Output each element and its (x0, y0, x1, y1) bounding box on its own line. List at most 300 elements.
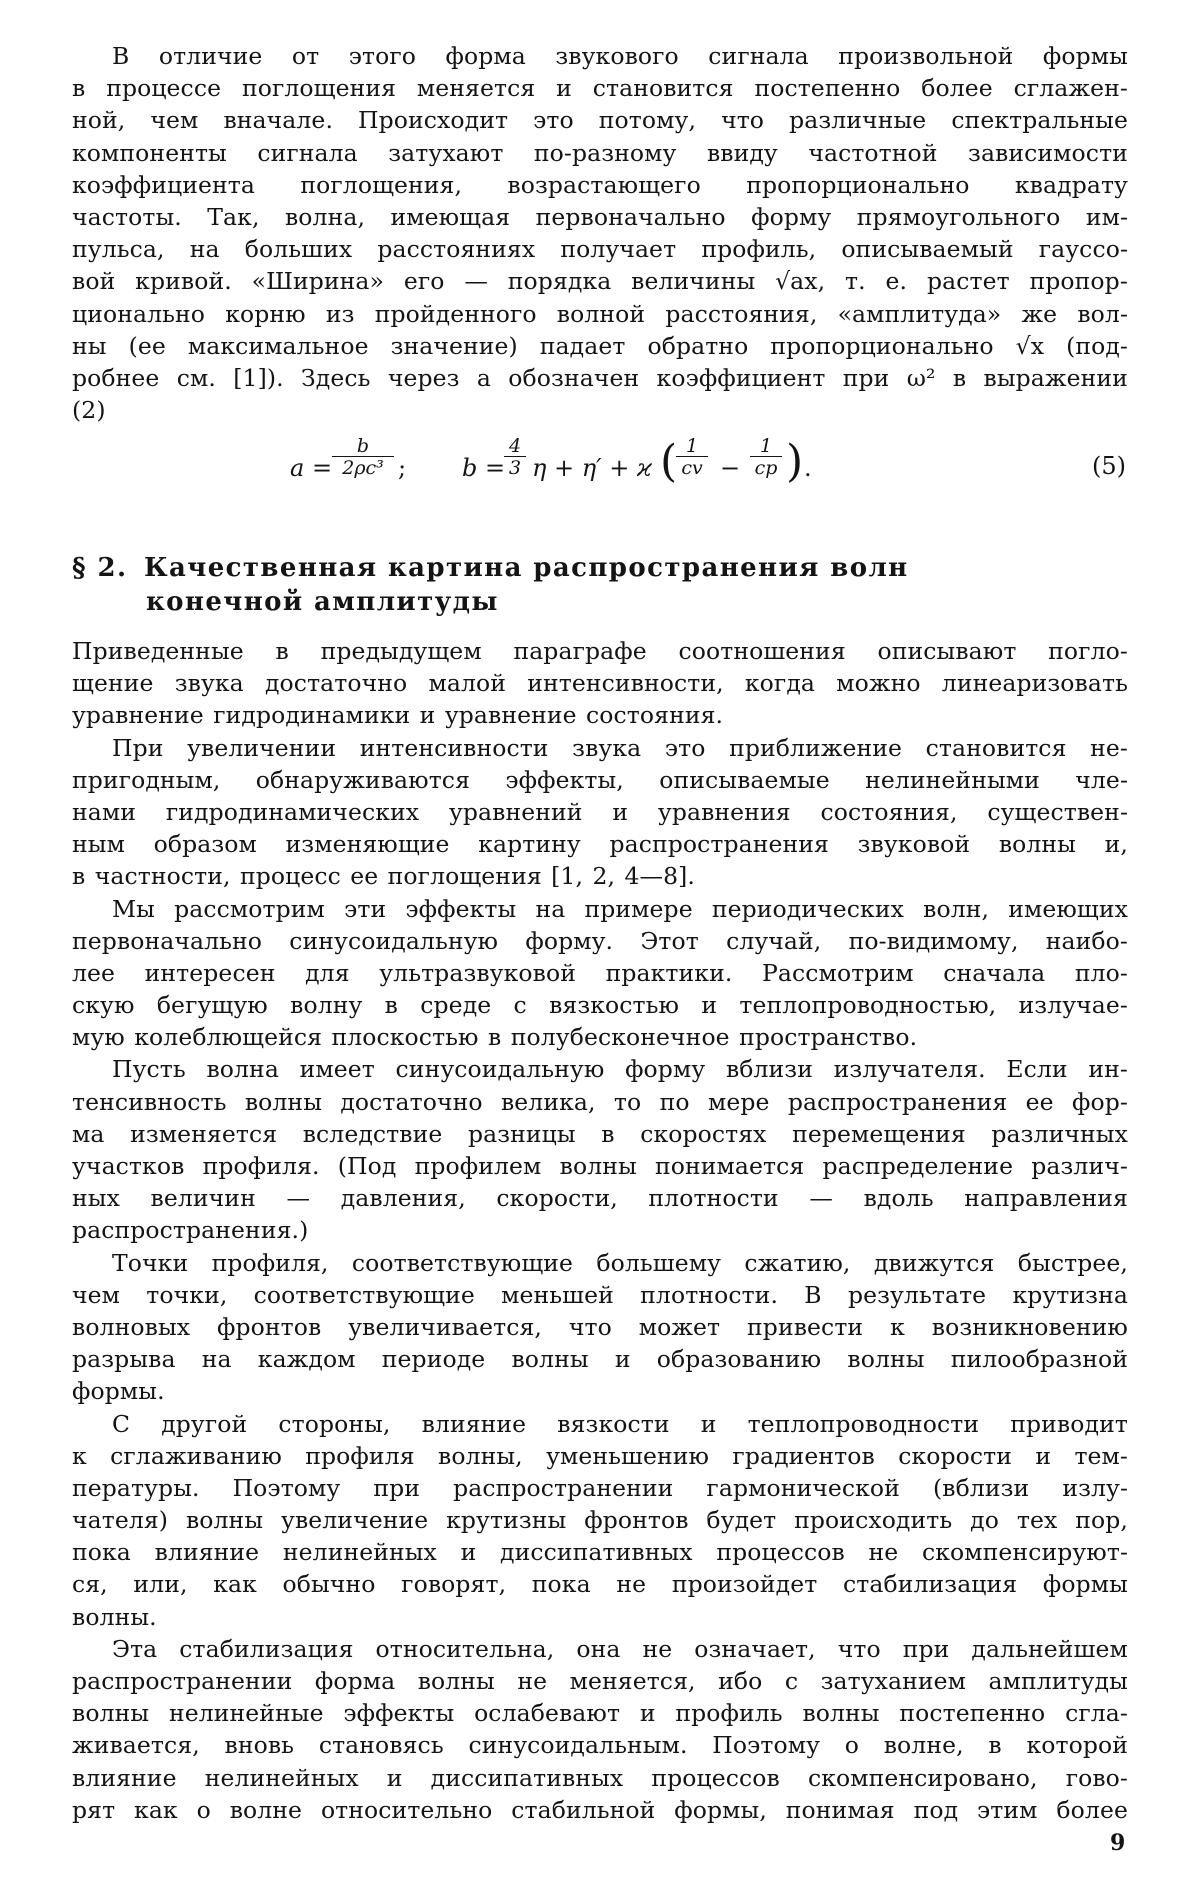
word: происходить (794, 1506, 953, 1535)
word: плотности. (640, 1280, 779, 1309)
word: плотности (648, 1184, 779, 1213)
word: амплитуды (988, 1667, 1128, 1695)
text-line (72, 298, 1128, 330)
word: пературы. (72, 1473, 200, 1502)
word: меньшей (501, 1280, 614, 1309)
word: не (616, 1570, 647, 1599)
word: Поэтому (232, 1473, 341, 1502)
word: больших (244, 235, 353, 264)
word: колеблющейся (134, 1023, 323, 1052)
word: в (72, 74, 86, 103)
eq-a-lhs: a = (290, 454, 333, 482)
word: компоненты (72, 138, 227, 167)
word: т. (845, 267, 866, 296)
word: синусоидальную (289, 926, 499, 955)
word: эффекты (405, 894, 517, 923)
text-line (72, 1086, 1128, 1118)
word: это (664, 733, 706, 762)
word: не (868, 1538, 899, 1567)
word: спектральные (951, 106, 1128, 135)
text-line (72, 330, 1128, 362)
word: большему (596, 1248, 722, 1277)
word: распространения (609, 830, 829, 859)
word: полубесконечное (510, 1023, 730, 1052)
word: волны (559, 1152, 637, 1180)
word: соответствующие (351, 1248, 574, 1277)
word: увеличивается, (348, 1312, 542, 1341)
word: приближение (729, 733, 903, 762)
word: уравнений (448, 797, 583, 826)
eq-fraction-cv (676, 436, 708, 479)
text-line (72, 1343, 1128, 1375)
word: погло- (1048, 637, 1128, 665)
word: формы. (72, 1377, 165, 1406)
word: влияние (421, 1409, 527, 1438)
word: описываемые (659, 765, 830, 794)
word: вследствие (302, 1119, 443, 1148)
word: меняется (416, 74, 536, 103)
word: чле- (1075, 765, 1128, 794)
word: ной, (72, 106, 126, 135)
word: о (196, 1795, 211, 1824)
word: велика, (500, 1087, 596, 1116)
word: потому, (598, 106, 697, 135)
word: сигнала (257, 138, 358, 167)
word: случай, (726, 926, 822, 955)
word: им- (1085, 202, 1128, 231)
word: гово- (1065, 1763, 1128, 1792)
word: звука (174, 669, 244, 698)
word: в (72, 862, 86, 891)
word: к (890, 1312, 905, 1341)
eq-fraction-4-3 (504, 436, 526, 479)
word: (ее (128, 331, 166, 360)
word: фронтов (584, 1506, 689, 1535)
word: величины (631, 267, 756, 296)
word: вол- (1077, 299, 1128, 328)
word: с (513, 991, 527, 1020)
word: (под- (1066, 331, 1128, 360)
word: когда (744, 669, 816, 698)
word: крутизны (446, 1506, 567, 1535)
word: ционально (72, 299, 206, 328)
word: перемещения (792, 1119, 966, 1148)
word: она (576, 1634, 621, 1663)
word: привести (747, 1312, 864, 1341)
word: говорят, (401, 1570, 507, 1599)
text-line (72, 1472, 1128, 1504)
word: волны (511, 1345, 589, 1374)
word: крутизна (1012, 1280, 1128, 1309)
word: от (291, 42, 320, 70)
word: среде (420, 991, 492, 1020)
word: пропор- (1029, 267, 1128, 296)
word: процесс (239, 862, 341, 891)
text-line (72, 893, 1128, 925)
word: выражении (983, 363, 1128, 392)
word: излучателя. (833, 1055, 986, 1084)
text-line (72, 667, 1128, 699)
word: уравнение (72, 701, 204, 730)
eq-separator: ; (398, 454, 407, 482)
word: постепенно (899, 1699, 1046, 1728)
word: для (305, 958, 350, 987)
word: вдоль (863, 1184, 934, 1213)
word: диссипативных (430, 1763, 624, 1792)
word: порядка (507, 267, 612, 296)
text-line (72, 925, 1128, 957)
word: теплопроводности (747, 1409, 980, 1438)
word: и (639, 1699, 656, 1728)
word: же (1021, 299, 1058, 328)
word: меняется, (569, 1667, 696, 1695)
word: (Под (337, 1152, 397, 1180)
word: как (213, 1570, 257, 1599)
word: ее (350, 862, 379, 891)
word: с (784, 1667, 799, 1695)
eq-f2-numerator: 1 (759, 435, 773, 457)
word: фор- (1072, 1087, 1128, 1116)
word: волна, (284, 202, 366, 231)
word: форма (314, 1667, 396, 1695)
word: интересен (144, 958, 276, 987)
word: Этот (640, 926, 699, 955)
text-line (72, 1504, 1128, 1536)
word: (вблизи (932, 1473, 1030, 1502)
word: гауссо- (1038, 235, 1128, 264)
word: первоначально (72, 926, 263, 955)
word: более (921, 74, 993, 103)
word: что (837, 1634, 881, 1663)
word: С (112, 1409, 131, 1438)
word: в (275, 637, 289, 665)
word: теплопроводностью, (739, 991, 997, 1020)
word: наибо- (1045, 926, 1128, 955)
word: В (804, 1280, 822, 1309)
page-number: 9 (1110, 1830, 1126, 1856)
word: [1]). (233, 363, 284, 392)
word: щение (72, 669, 154, 698)
text-line (72, 1762, 1128, 1794)
text-line (72, 265, 1128, 297)
eq-period: . (804, 454, 812, 482)
word: формы (1042, 42, 1128, 70)
word: распределение (822, 1152, 1014, 1180)
word: «амплитуда» (837, 299, 1002, 328)
word: предыдущем (320, 637, 482, 665)
eq-a-numerator: b (356, 435, 370, 457)
word: распространении (453, 1473, 674, 1502)
word: сглаживанию (110, 1441, 282, 1470)
word: и (1035, 1441, 1052, 1470)
word: это (533, 106, 574, 135)
word: поглощения (241, 74, 397, 103)
word: то (613, 1087, 642, 1116)
word: — (809, 1184, 833, 1213)
word: Происходит (358, 106, 509, 135)
word: процессе (106, 74, 222, 103)
word: при (842, 363, 890, 392)
eq-b-denominator: 3 (504, 456, 526, 479)
word: на (201, 1345, 232, 1374)
word: через (387, 363, 460, 392)
word: вязкостью (549, 991, 680, 1020)
word: скорости, (496, 1184, 618, 1213)
word: В (112, 42, 130, 70)
word: е. (885, 267, 908, 296)
word: пор, (1075, 1506, 1128, 1535)
word: волну (290, 991, 363, 1020)
word: может (638, 1312, 721, 1341)
word: волны, (437, 1441, 523, 1470)
eq-left-paren: ( (660, 436, 678, 487)
word: соответствующие (253, 1280, 475, 1309)
word: ибо (718, 1667, 763, 1695)
word: быстрее, (1017, 1248, 1128, 1277)
word: понимая (785, 1795, 895, 1824)
word: нелинейных (204, 1763, 359, 1792)
word: достаточно (264, 669, 408, 698)
word: поглощения (387, 862, 542, 891)
word: профиля, (211, 1248, 329, 1277)
word: влияние (72, 1763, 177, 1792)
section-number: § 2. (72, 553, 128, 583)
word: в (384, 991, 399, 1020)
text-line (72, 1794, 1128, 1826)
word: участков (72, 1152, 185, 1180)
word: ее (1025, 1087, 1054, 1116)
word: бегущую (156, 991, 268, 1020)
word: звука (572, 733, 642, 762)
word: нелинейных (282, 1538, 437, 1567)
word: обозначен (508, 363, 640, 392)
word: значение) (390, 331, 518, 360)
word: профиль, (701, 235, 817, 264)
word: сигнала (708, 42, 809, 70)
word: о (844, 1731, 859, 1760)
word: более (1056, 1795, 1128, 1824)
word: и (701, 991, 718, 1020)
word: скомпенсируют- (921, 1538, 1128, 1567)
word: величин (150, 1184, 256, 1213)
word: эффекты (343, 1699, 455, 1728)
eq-b-numerator: 4 (508, 435, 522, 457)
word: Мы (112, 894, 155, 923)
word: Пусть (112, 1055, 186, 1084)
word: плоскостью (331, 1023, 479, 1052)
text-line (72, 1729, 1128, 1761)
word: можно (836, 669, 921, 698)
word: становясь (318, 1731, 444, 1760)
word: волны (417, 1667, 495, 1695)
word: описываемый (841, 235, 1014, 264)
word: Эта (112, 1634, 158, 1663)
word: изменяющие (285, 830, 450, 859)
word: на (535, 894, 566, 923)
eq-minus: − (720, 454, 741, 482)
word: √x (1015, 331, 1045, 360)
text-line (72, 764, 1128, 796)
word: форма (445, 42, 526, 70)
word: относительна, (375, 1634, 555, 1663)
word: чем (150, 106, 199, 135)
word: профиля. (202, 1152, 320, 1180)
word: скую (72, 991, 135, 1020)
word: звуковой (857, 830, 971, 859)
word: пилообразной (950, 1345, 1128, 1374)
word: разницы (467, 1119, 576, 1148)
word: под (913, 1795, 959, 1824)
word: волны (998, 830, 1076, 859)
word: коэффициента (72, 170, 256, 199)
word: затуханием (820, 1667, 966, 1695)
word: будет (706, 1506, 777, 1535)
word: разрыва (72, 1345, 176, 1374)
word: малой (428, 669, 507, 698)
word: нами (72, 797, 137, 826)
section-title-line-2: конечной амплитуды (146, 587, 499, 617)
word: Приведенные (72, 637, 244, 665)
text-line (72, 104, 1128, 136)
text-line (72, 1118, 1128, 1150)
word: до (970, 1506, 999, 1535)
word: (2) (72, 396, 106, 425)
text-line (72, 1601, 1128, 1633)
word: тенсивность (72, 1087, 227, 1116)
word: растет (926, 267, 1010, 296)
word: волн, (923, 894, 990, 923)
word: имеющая (390, 202, 511, 231)
word: описывают (877, 637, 1017, 665)
word: прямоугольного (856, 202, 1061, 231)
word: которой (1026, 1731, 1128, 1760)
word: рят (72, 1795, 116, 1824)
text-line (72, 201, 1128, 233)
word: формы (1042, 1570, 1128, 1599)
word: увеличении (187, 733, 337, 762)
word: стороны, (278, 1409, 391, 1438)
word: рассмотрим (174, 894, 325, 923)
word: скорости (898, 1441, 1013, 1470)
word: и (460, 1538, 477, 1567)
word: нелинейными (865, 765, 1040, 794)
word: тех (1016, 1506, 1058, 1535)
word: и, (1104, 830, 1128, 859)
word: волны (847, 1345, 925, 1374)
word: При (112, 733, 164, 762)
word: обычно (282, 1570, 376, 1599)
word: относительно (320, 1795, 493, 1824)
word: по-видимому, (848, 926, 1019, 955)
word: произойдет (671, 1570, 818, 1599)
text-line (72, 1375, 1128, 1407)
word: лее (72, 958, 116, 987)
word: имеющих (1008, 894, 1128, 923)
word: Рассмотрим (762, 958, 914, 987)
word: ма (72, 1119, 105, 1148)
word: образованию (656, 1345, 822, 1374)
word: градиентов (732, 1441, 875, 1470)
word: волны (802, 1699, 880, 1728)
text-line (72, 1440, 1128, 1472)
word: синусоидальную (395, 1055, 605, 1084)
word: интенсивности, (527, 669, 724, 698)
word: ослабевают (474, 1699, 621, 1728)
text-line (72, 1182, 1128, 1214)
word: ся, (72, 1570, 108, 1599)
word: состояния, (820, 797, 958, 826)
equation-number: (5) (1092, 452, 1126, 480)
word: к (72, 1441, 87, 1470)
word: различных (991, 1119, 1128, 1148)
word: возникновению (931, 1312, 1128, 1341)
word: в (952, 363, 967, 392)
word: нелинейные (168, 1699, 324, 1728)
word: процессов (651, 1763, 780, 1792)
word: сначала (943, 958, 1046, 987)
word: 2, (592, 862, 616, 891)
word: волне (229, 1795, 303, 1824)
word: фронтов (216, 1312, 322, 1341)
word: при (902, 1634, 950, 1663)
word: падает (539, 331, 626, 360)
word: не (642, 1634, 673, 1663)
word: сглажен- (1013, 74, 1128, 103)
word: форму (625, 1055, 706, 1084)
text-line (72, 1311, 1128, 1343)
word: диссипативных (500, 1538, 693, 1567)
word: давления, (340, 1184, 466, 1213)
word: обратно (647, 331, 749, 360)
text-line (72, 1536, 1128, 1568)
eq-f1-numerator: 1 (685, 435, 699, 457)
word: робнее (72, 363, 160, 392)
word: форму (751, 202, 832, 231)
word: в (601, 1119, 615, 1148)
word: a (476, 363, 491, 392)
word: чателя) (72, 1506, 169, 1535)
word: состояния. (586, 701, 724, 730)
word: интенсивности (359, 733, 549, 762)
text-line (72, 1568, 1128, 1600)
word: вновь (224, 1731, 295, 1760)
word: Если (1006, 1055, 1068, 1084)
text-line (72, 233, 1128, 265)
word: движутся (873, 1248, 995, 1277)
word: линеаризовать (941, 669, 1128, 698)
word: уравнение (444, 701, 577, 730)
text-line (72, 1279, 1128, 1311)
text-line (72, 699, 1128, 731)
text-line (72, 169, 1128, 201)
word: излучае- (1018, 991, 1128, 1020)
word: и (419, 701, 436, 730)
word: параграфе (513, 637, 647, 665)
word: гармонической (706, 1473, 900, 1502)
word: ны (72, 331, 107, 360)
eq-fraction-a (332, 436, 394, 479)
word: при (373, 1473, 421, 1502)
word: периоде (381, 1345, 486, 1374)
section-heading (72, 551, 1072, 619)
word: имеет (299, 1055, 375, 1084)
word: пропорционально (746, 170, 970, 199)
word: профиля (305, 1441, 415, 1470)
word: живается, (72, 1731, 200, 1760)
word: образом (153, 830, 257, 859)
eq-b-lhs: b = (462, 454, 506, 482)
word: достаточно (340, 1087, 483, 1116)
